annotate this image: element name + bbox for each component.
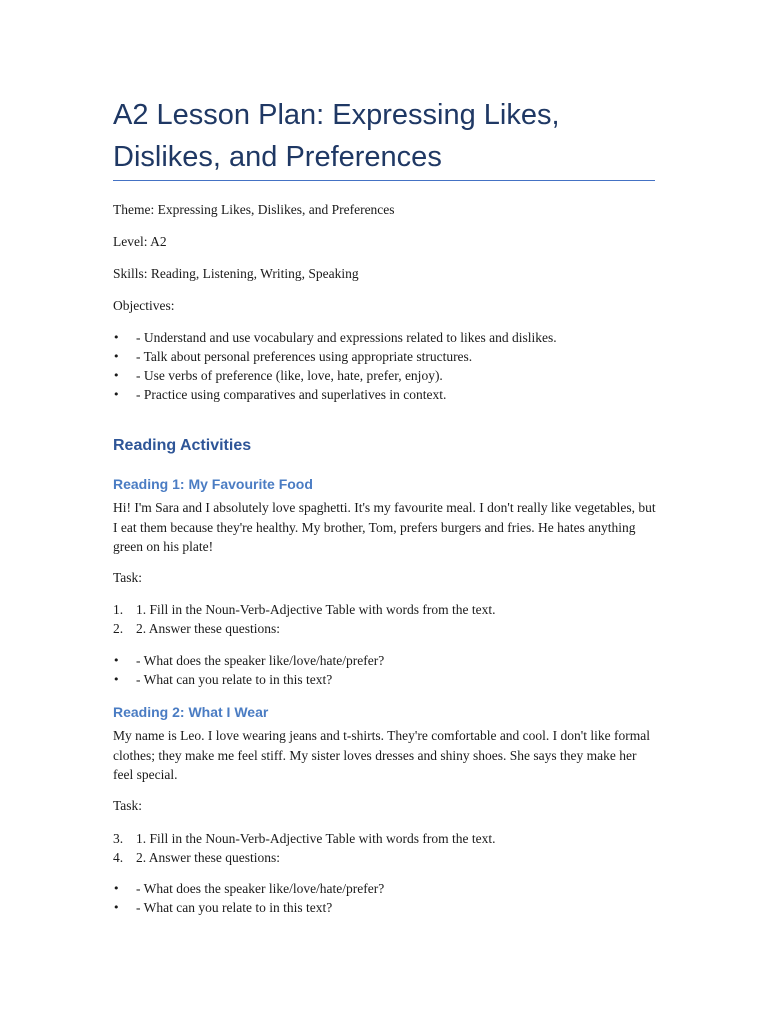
- bullet-icon: •: [113, 654, 120, 667]
- reading1-title: Reading 1: My Favourite Food: [113, 476, 313, 492]
- level-line: Level: A2: [113, 234, 167, 249]
- list-item: • - What can you relate to in this text?: [113, 672, 333, 687]
- list-item: 1. 1. Fill in the Noun-Verb-Adjective Table with words from the text.: [113, 602, 496, 617]
- list-item: • - Talk about personal preferences using appropriate structures.: [113, 349, 473, 364]
- bullet-icon: •: [113, 388, 120, 401]
- theme-line: Theme: Expressing Likes, Dislikes, and Preferences: [113, 202, 395, 217]
- bullet-icon: •: [113, 901, 120, 914]
- bullet-icon: •: [113, 882, 120, 895]
- bullet-icon: •: [113, 673, 120, 686]
- reading2-text: My name is Leo. I love wearing jeans and t-shirts. They're comfortable and cool. I don't like formal clothes; they make me feel stiff. My sister loves dresses and shiny shoes. She says they make her feel special.: [113, 728, 650, 782]
- list-item: • - What does the speaker like/love/hate/prefer?: [113, 653, 385, 668]
- list-item: • - What can you relate to in this text?: [113, 900, 333, 915]
- list-item: • - Practice using comparatives and superlatives in context.: [113, 387, 447, 402]
- bullet-icon: •: [113, 350, 120, 363]
- objectives-label: Objectives:: [113, 298, 175, 313]
- list-item: • - Use verbs of preference (like, love, hate, prefer, enjoy).: [113, 368, 443, 383]
- reading1-task-label: Task:: [113, 570, 143, 585]
- reading2-task-label: Task:: [113, 798, 143, 813]
- page-title: A2 Lesson Plan: Expressing Likes, Dislikes, and Preferences: [113, 99, 560, 173]
- list-item: 4. 2. Answer these questions:: [113, 850, 280, 865]
- reading-activities-heading: Reading Activities: [113, 437, 252, 454]
- bullet-icon: •: [113, 369, 120, 382]
- reading1-task-list: [113, 600, 495, 638]
- list-item: 2. 2. Answer these questions:: [113, 621, 280, 636]
- list-item: 3. 1. Fill in the Noun-Verb-Adjective Table with words from the text.: [113, 831, 496, 846]
- reading1-questions-list: [113, 651, 384, 689]
- bullet-icon: •: [113, 331, 120, 344]
- list-item: • - Understand and use vocabulary and expressions related to likes and dislikes.: [113, 330, 557, 345]
- objectives-list: [113, 328, 557, 404]
- reading2-task-list: [113, 829, 495, 867]
- reading2-title: Reading 2: What I Wear: [113, 704, 269, 720]
- list-item: • - What does the speaker like/love/hate/prefer?: [113, 881, 385, 896]
- skills-line: Skills: Reading, Listening, Writing, Speaking: [113, 266, 359, 281]
- reading2-questions-list: [113, 879, 384, 917]
- reading1-text: Hi! I'm Sara and I absolutely love spaghetti. It's my favourite meal. I don't really like vegetables, but I eat them because they're healthy. My brother, Tom, prefers burgers and fries. He hates anything green on his plate!: [113, 500, 656, 554]
- title-underline: [113, 180, 655, 181]
